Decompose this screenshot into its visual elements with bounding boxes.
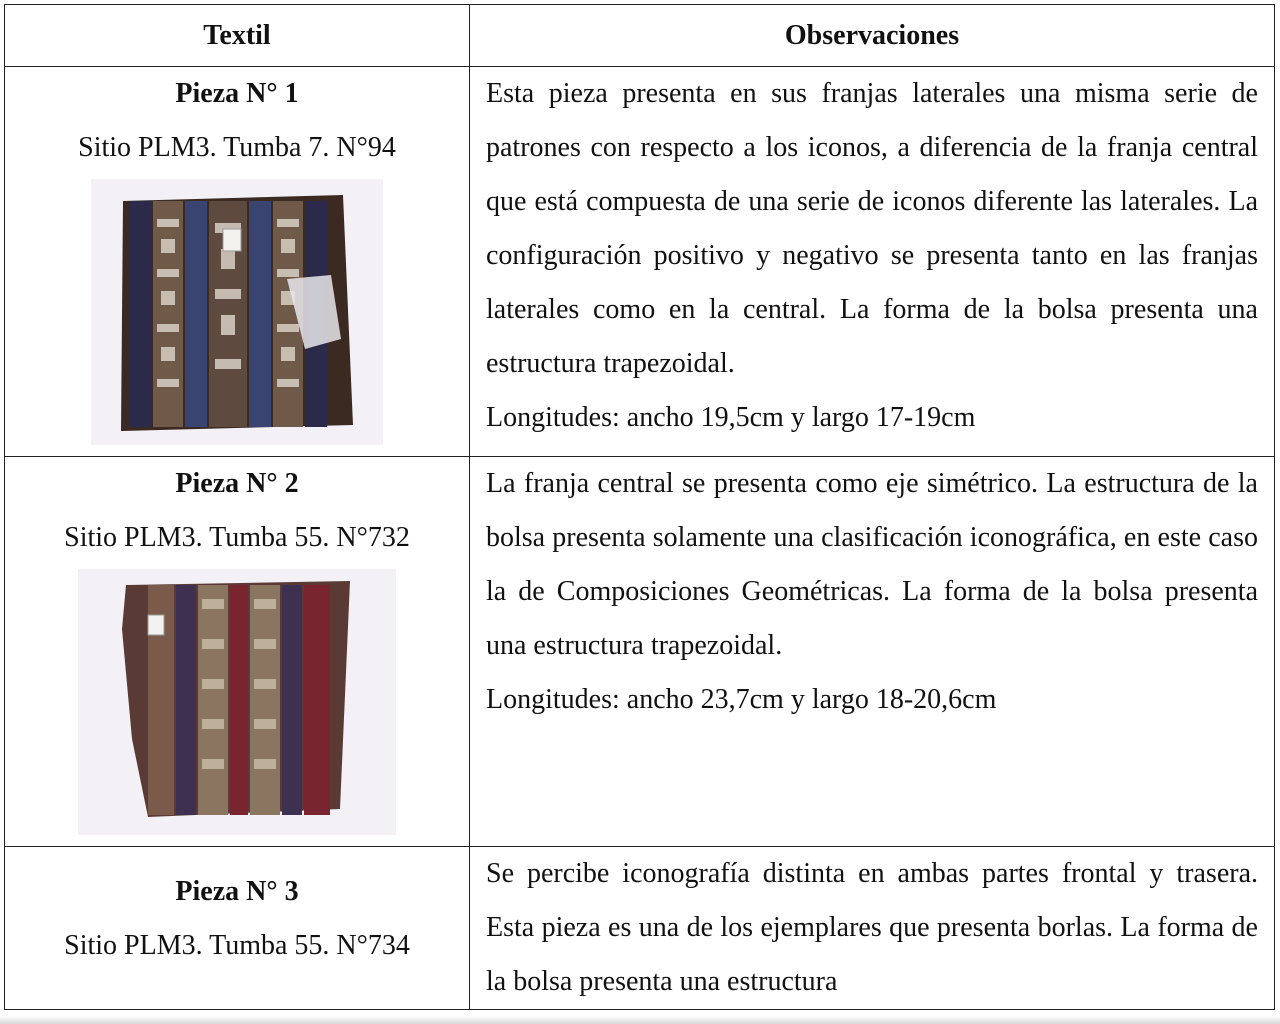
textile-bag-photo-1-icon [91, 179, 383, 445]
piece-title: Pieza N° 3 [175, 876, 299, 907]
observation-text: Se percibe iconografía distinta en ambas partes frontal y trasera. Esta pieza es una de los ejemplares que presenta borlas. La forma de la bolsa presenta una estructura [486, 858, 1258, 997]
page-bottom-edge [0, 1016, 1280, 1024]
table-header-row [5, 5, 1275, 67]
length-text: Longitudes: ancho 23,7cm y largo 18-20,6cm [486, 684, 997, 715]
table-row [5, 457, 1275, 847]
textile-bag-photo-2-icon [78, 569, 396, 835]
piece-title: Pieza N° 2 [175, 468, 299, 499]
header-textil: Textil [5, 5, 470, 67]
piece-site: Sitio PLM3. Tumba 55. N°732 [64, 522, 410, 553]
textile-cell [5, 457, 470, 847]
observation-cell [470, 67, 1275, 457]
textile-cell [5, 67, 470, 457]
observation-text: Esta pieza presenta en sus franjas laterales una misma serie de patrones con respecto a los iconos, a diferencia de la franja central que está compuesta de una serie de iconos diferente las laterales. La configuración positivo y negativo se presenta tanto en las franjas laterales como en la central. La forma de la bolsa presenta una estructura trapezoidal. [486, 78, 1258, 379]
piece-site: Sitio PLM3. Tumba 55. N°734 [64, 930, 410, 961]
header-observaciones: Observaciones [470, 5, 1275, 67]
textile-cell [5, 847, 470, 1010]
observation-cell [470, 457, 1275, 847]
table-row [5, 847, 1275, 1010]
observation-text: La franja central se presenta como eje simétrico. La estructura de la bolsa presenta solamente una clasificación iconográfica, en este caso la de Composiciones Geométricas. La forma de la bolsa presenta una estructura trapezoidal. [486, 468, 1258, 661]
piece-site: Sitio PLM3. Tumba 7. N°94 [78, 132, 396, 163]
length-text: Longitudes: ancho 19,5cm y largo 17-19cm [486, 402, 976, 433]
table-row [5, 67, 1275, 457]
piece-title: Pieza N° 1 [175, 78, 299, 109]
textile-table [4, 4, 1275, 1010]
observation-cell [470, 847, 1275, 1010]
